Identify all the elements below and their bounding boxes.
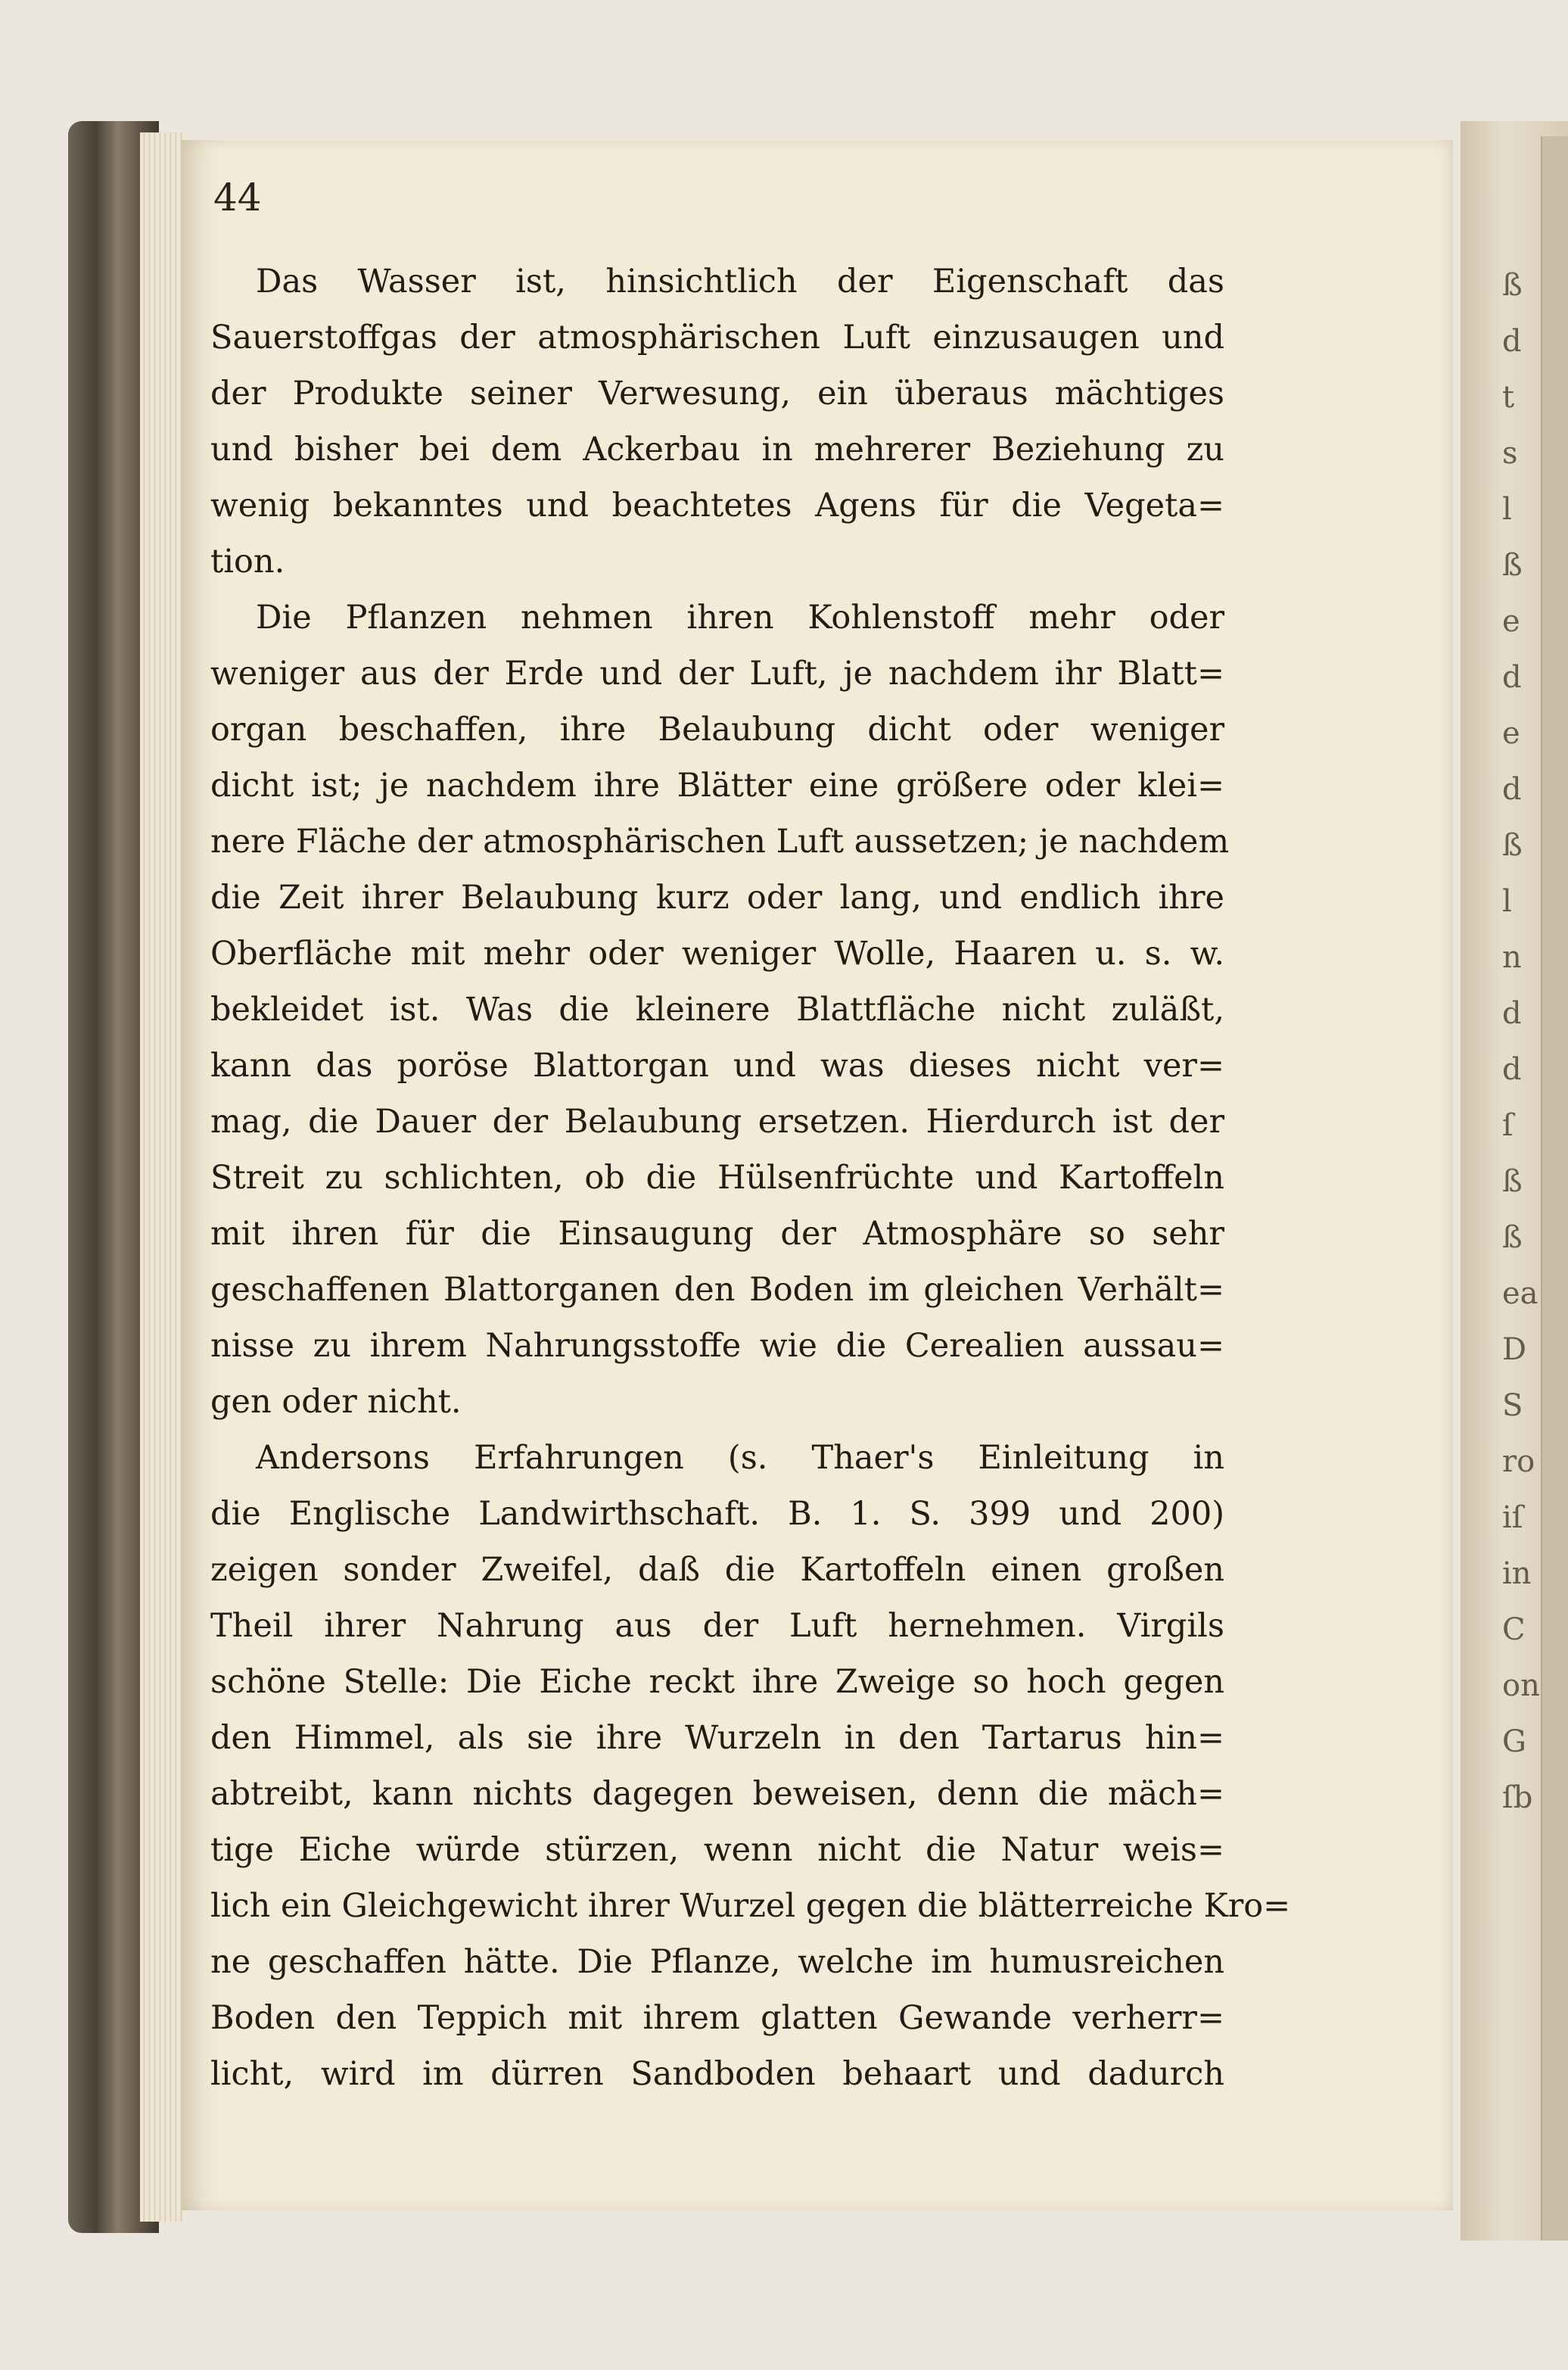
fragment: d: [1502, 996, 1522, 1031]
fragment: n: [1502, 940, 1522, 975]
text-line: Andersons Erfahrungen (s. Thaer's Einleitung in: [256, 1439, 1224, 1477]
fragment: e: [1502, 604, 1520, 639]
fragment: ſ: [1502, 1108, 1514, 1143]
text-line: nisse zu ihrem Nahrungsstoffe wie die Cerealien aussau=: [210, 1327, 1224, 1365]
paragraph: [210, 1430, 1291, 2102]
fragment: ß: [1502, 828, 1523, 863]
fragment: s: [1502, 436, 1518, 471]
text-line: licht, wird im dürren Sandboden behaart und dadurch: [210, 2055, 1224, 2093]
fragment: d: [1502, 660, 1522, 695]
fragment: D: [1502, 1332, 1527, 1367]
fragment: ſb: [1502, 1780, 1533, 1815]
fragment: d: [1502, 772, 1522, 807]
fragment: in: [1502, 1556, 1532, 1591]
fragment: ro: [1502, 1444, 1535, 1479]
fragment: ß: [1502, 1164, 1523, 1199]
text-line: Die Pflanzen nehmen ihren Kohlenstoff mehr oder: [256, 599, 1224, 637]
text-line: der Produkte seiner Verwesung, ein überaus mächtiges: [210, 375, 1224, 413]
text-line: die Englische Landwirthschaft. B. 1. S. 399 und 200): [210, 1495, 1224, 1533]
text-line: Streit zu schlichten, ob die Hülsenfrüchte und Kartoffeln: [210, 1159, 1224, 1197]
fragment: l: [1502, 492, 1512, 527]
text-line: nere Fläche der atmosphärischen Luft aussetzen; je nachdem: [210, 823, 1230, 861]
text-line: geschaffenen Blattorganen den Boden im gleichen Verhält=: [210, 1271, 1224, 1309]
fragment: on: [1502, 1668, 1540, 1703]
text-line: den Himmel, als sie ihre Wurzeln in den Tartarus hin=: [210, 1719, 1224, 1757]
text-line: Boden den Teppich mit ihrem glatten Gewande verherr=: [210, 1999, 1224, 2037]
text-line: Sauerstoffgas der atmosphärischen Luft einzusaugen und: [210, 319, 1224, 357]
text-line: tion.: [210, 543, 285, 581]
page-body-text: [210, 254, 1291, 2102]
text-line: ne geschaffen hätte. Die Pflanze, welche im humusreichen: [210, 1943, 1224, 1981]
text-line: organ beschaffen, ihre Belaubung dicht oder weniger: [210, 711, 1224, 749]
fragment: iſ: [1502, 1500, 1523, 1535]
fragment: d: [1502, 1052, 1522, 1087]
facing-page-text-fragments: [1502, 257, 1563, 2135]
fragment: t: [1502, 380, 1515, 415]
fragment: C: [1502, 1612, 1526, 1647]
text-line: die Zeit ihrer Belaubung kurz oder lang, und endlich ihre: [210, 879, 1224, 917]
paragraph: [210, 254, 1224, 590]
fragment: ß: [1502, 548, 1523, 583]
text-line: abtreibt, kann nichts dagegen beweisen, denn die mäch=: [210, 1775, 1224, 1813]
text-line: bekleidet ist. Was die kleinere Blattfläche nicht zuläßt,: [210, 991, 1224, 1029]
page-stack-edge: [140, 132, 185, 2222]
text-line: lich ein Gleichgewicht ihrer Wurzel gegen die blätterreiche Kro=: [210, 1887, 1291, 1925]
text-line: Das Wasser ist, hinsichtlich der Eigenschaft das: [256, 263, 1224, 301]
text-line: und bisher bei dem Ackerbau in mehrerer Beziehung zu: [210, 431, 1224, 469]
fragment: ea: [1502, 1276, 1538, 1311]
text-line: dicht ist; je nachdem ihre Blätter eine größere oder klei=: [210, 767, 1224, 805]
fragment: e: [1502, 716, 1520, 751]
text-line: mag, die Dauer der Belaubung ersetzen. Hierdurch ist der: [210, 1103, 1224, 1141]
fragment: ß: [1502, 268, 1523, 303]
text-line: weniger aus der Erde und der Luft, je nachdem ihr Blatt=: [210, 655, 1224, 693]
text-line: kann das poröse Blattorgan und was dieses nicht ver=: [210, 1047, 1224, 1085]
fragment: ß: [1502, 1220, 1523, 1255]
text-line: mit ihren für die Einsaugung der Atmosphäre so sehr: [210, 1215, 1224, 1253]
fragment: d: [1502, 324, 1522, 359]
text-line: schöne Stelle: Die Eiche reckt ihre Zweige so hoch gegen: [210, 1663, 1224, 1701]
fragment: l: [1502, 884, 1512, 919]
text-line: zeigen sonder Zweifel, daß die Kartoffeln einen großen: [210, 1551, 1224, 1589]
text-line: Oberfläche mit mehr oder weniger Wolle, Haaren u. s. w.: [210, 935, 1224, 973]
text-line: wenig bekanntes und beachtetes Agens für die Vegeta=: [210, 487, 1224, 525]
fragment: G: [1502, 1724, 1526, 1759]
page-number: 44: [213, 176, 262, 220]
text-line: gen oder nicht.: [210, 1383, 462, 1421]
text-line: tige Eiche würde stürzen, wenn nicht die Natur weis=: [210, 1831, 1224, 1869]
paragraph: [210, 590, 1230, 1430]
fragment: S: [1502, 1388, 1523, 1423]
text-line: Theil ihrer Nahrung aus der Luft hernehmen. Virgils: [210, 1607, 1224, 1645]
